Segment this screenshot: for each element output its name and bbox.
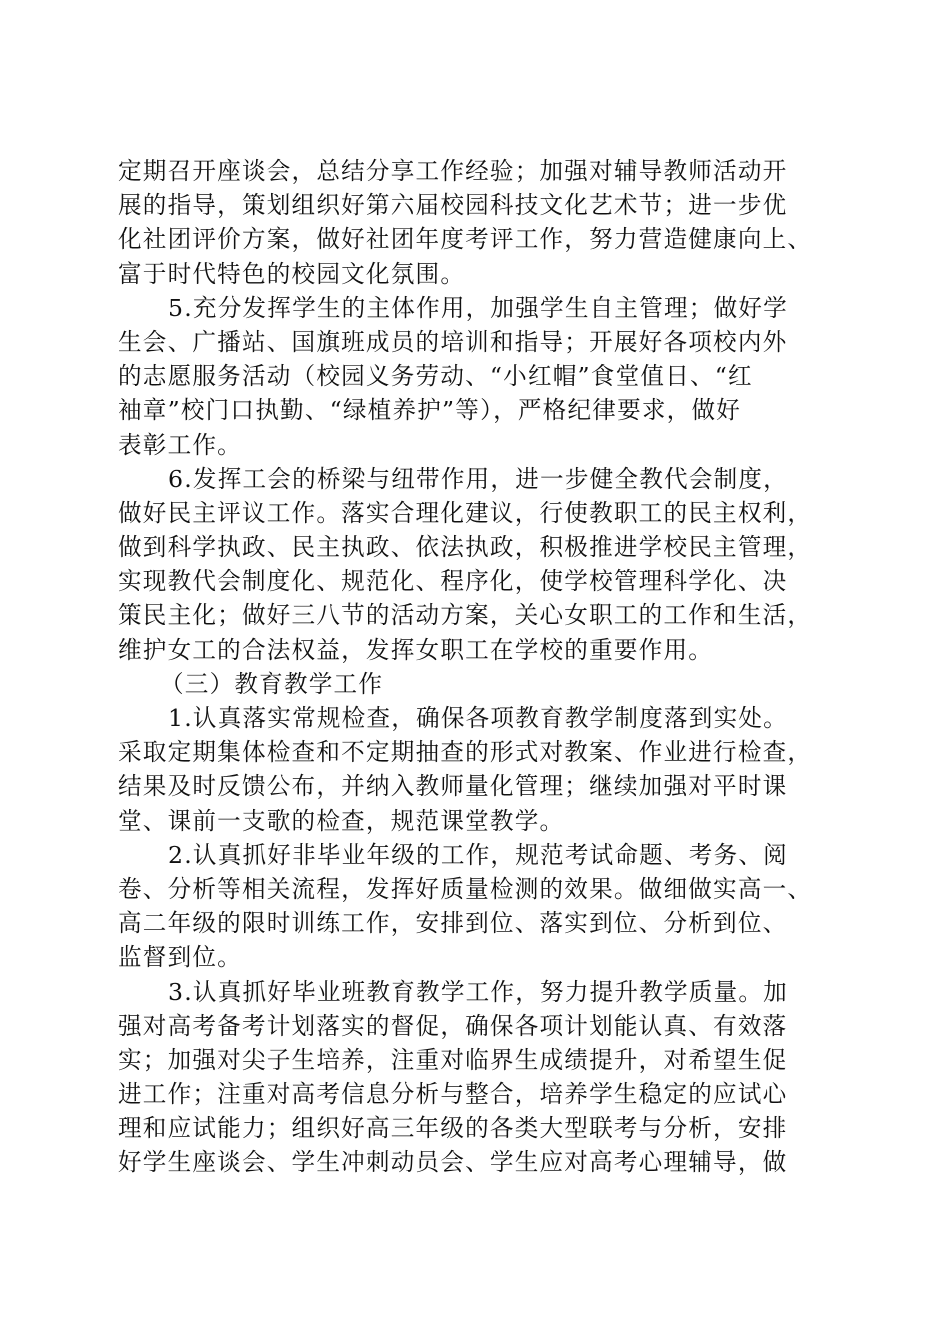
text-line: 卷、分析等相关流程，发挥好质量检测的效果。做细做实高一、	[118, 874, 813, 903]
text-line: 袖章”校门口执勤、“绿植养护”等），严格纪律要求，做好	[118, 396, 742, 425]
text-line: 策民主化；做好三八节的活动方案，关心女职工的工作和生活，	[118, 601, 813, 630]
text-line: 实；加强对尖子生培养，注重对临界生成绩提升，对希望生促	[118, 1045, 788, 1074]
text-line: 强对高考备考计划落实的督促，确保各项计划能认真、有效落	[118, 1011, 788, 1040]
paragraph-start-line: 6.发挥工会的桥梁与纽带作用，进一步健全教代会制度，	[168, 464, 788, 493]
text-line: 好学生座谈会、学生冲刺动员会、学生应对高考心理辅导，做	[118, 1148, 788, 1177]
paragraph-start-line: 5.充分发挥学生的主体作用，加强学生自主管理；做好学	[168, 293, 788, 322]
text-line: 监督到位。	[118, 943, 242, 972]
text-line: 生会、广播站、国旗班成员的培训和指导；开展好各项校内外	[118, 327, 788, 356]
document-body	[118, 154, 838, 1180]
text-line: 做好民主评议工作。落实合理化建议，行使教职工的民主权利，	[118, 498, 813, 527]
paragraph-start-line: 1.认真落实常规检查，确保各项教育教学制度落到实处。	[168, 704, 788, 732]
text-line: 进工作；注重对高考信息分析与整合，培养学生稳定的应试心	[118, 1080, 788, 1109]
text-line: 富于时代特色的校园文化氛围。	[118, 259, 466, 288]
text-line: 采取定期集体检查和不定期抽查的形式对教案、作业进行检查，	[118, 738, 813, 767]
text-line: 做到科学执政、民主执政、依法执政，积极推进学校民主管理，	[118, 533, 813, 562]
text-line: 定期召开座谈会，总结分享工作经验；加强对辅导教师活动开	[118, 157, 788, 185]
section-heading: （三）教育教学工作	[160, 669, 384, 698]
text-line: 实现教代会制度化、规范化、程序化，使学校管理科学化、决	[118, 567, 788, 596]
text-line: 展的指导，策划组织好第六届校园科技文化艺术节；进一步优	[118, 191, 788, 220]
text-line: 堂、课前一支歌的检查，规范课堂教学。	[118, 806, 565, 835]
text-line: 表彰工作。	[118, 430, 242, 459]
paragraph-start-line: 3.认真抓好毕业班教育教学工作，努力提升教学质量。加	[168, 977, 788, 1006]
text-line: 理和应试能力；组织好高三年级的各类大型联考与分析，安排	[118, 1114, 788, 1143]
text-line: 化社团评价方案，做好社团年度考评工作，努力营造健康向上、	[118, 225, 813, 254]
text-line: 高二年级的限时训练工作，安排到位、落实到位、分析到位、	[118, 909, 788, 938]
paragraph-start-line: 2.认真抓好非毕业年级的工作，规范考试命题、考务、阅	[168, 840, 788, 869]
text-line: 的志愿服务活动（校园义务劳动、“小红帽”食堂值日、“红	[118, 362, 753, 391]
text-line: 结果及时反馈公布，并纳入教师量化管理；继续加强对平时课	[118, 772, 788, 801]
text-line: 维护女工的合法权益，发挥女职工在学校的重要作用。	[118, 635, 714, 664]
